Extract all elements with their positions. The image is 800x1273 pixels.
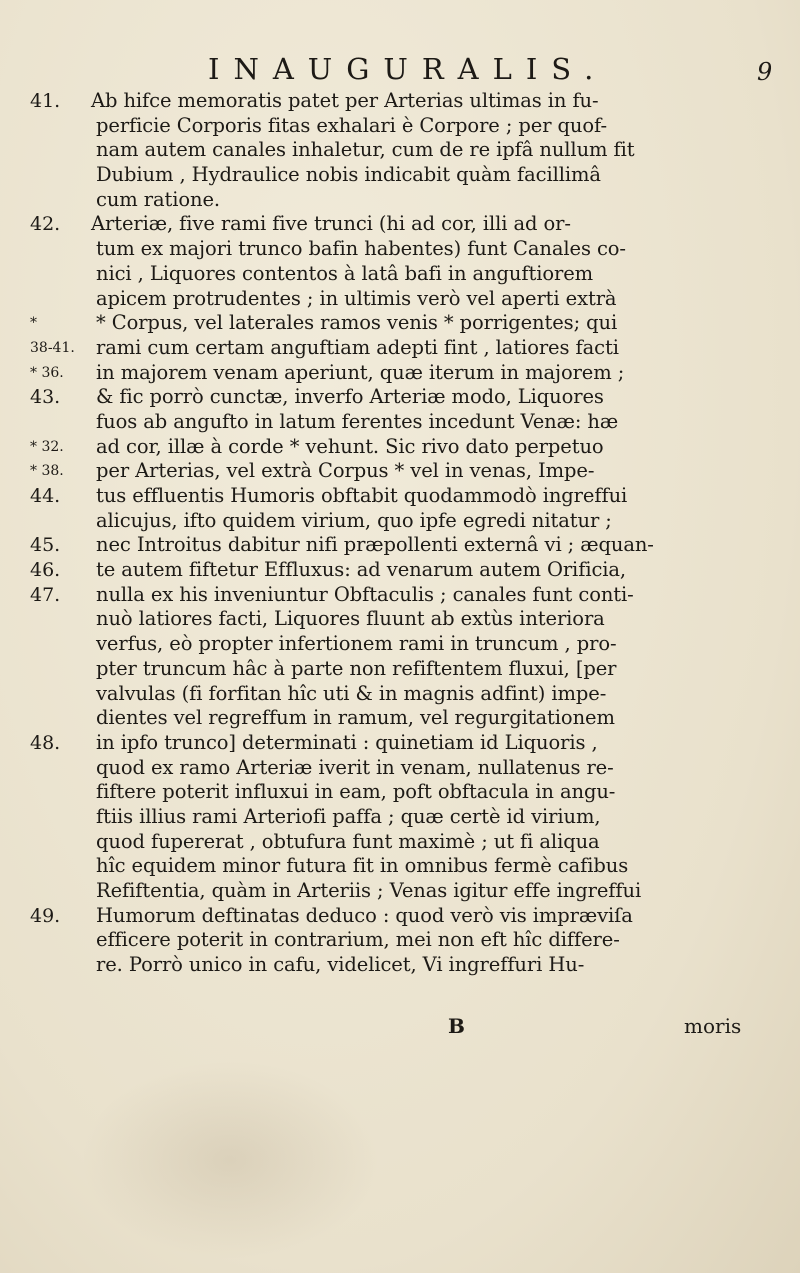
text-line [0,928,800,953]
text-line [0,682,800,707]
margin-note: 43. [30,386,61,409]
margin-note: 49. [30,904,61,927]
line-text: ad cor, illæ à corde * vehunt. Sic rivo dato perpetuo [96,434,604,458]
text-line [0,262,800,287]
text-line [0,287,800,312]
line-text: efficere poterit in contrarium, mei non eft hîc differe- [96,928,620,952]
margin-note: 41. [30,90,61,112]
text-line [0,632,800,657]
running-head: INAUGURALIS. [208,52,608,86]
text-line [0,336,800,361]
margin-note: 46. [30,559,61,582]
line-text: tus effluentis Humoris obftabit quodammodò ingreffui [96,484,628,507]
line-text: Arteriæ, five rami five trunci (hi ad cor, illi ad or- [91,212,571,236]
line-text: fuos ab angufto in latum ferentes incedunt Venæ: hæ [96,409,619,433]
line-text: in ipfo trunco] determinati : quinetiam id Liquoris , [96,730,598,754]
text-line [0,509,800,534]
line-text: valvulas (fi forfitan hîc uti & in magnis adfint) impe- [96,681,607,705]
line-text: hîc equidem minor futura fit in omnibus fermè cafibus [96,854,629,878]
text-line [0,657,800,682]
signature-mark: B [448,1014,465,1038]
margin-note: 48. [30,731,61,754]
line-text: nam autem canales inhaletur, cum de re ipfâ nullum fit [96,138,635,162]
margin-note: * 38. [30,463,64,480]
text-line [0,237,800,262]
line-text: nulla ex his inveniuntur Obftaculis ; canales funt conti- [96,582,634,606]
line-text: Refiftentia, quàm in Arteriis ; Venas igitur effe ingreffui [96,879,642,902]
margin-note: 47. [30,583,61,606]
line-text: Ab hifce memoratis patet per Arterias ultimas in fu- [91,89,599,112]
text-line [0,361,800,386]
margin-note: * 36. [30,364,64,381]
line-text: per Arterias, vel extrà Corpus * vel in venas, Impe- [96,459,595,483]
paper-stain [80,1060,380,1260]
text-line [0,533,800,558]
text-line [0,558,800,583]
text-block [0,89,800,978]
text-line [0,435,800,460]
text-line [0,879,800,904]
line-text: nici , Liquores contentos à latâ bafi in anguftiorem [96,261,594,285]
text-line [0,89,800,114]
line-text: fiftere poterit influxui in eam, poft obftacula in angu- [96,780,616,804]
text-line [0,780,800,805]
line-text: & fic porrò cunctæ, inverfo Arteriæ modo, Liquores [96,385,604,409]
line-text: re. Porrò unico in cafu, videlicet, Vi ingreffuri Hu- [96,953,585,977]
margin-note: 45. [30,534,61,557]
text-line [0,311,800,336]
margin-note: 38-41. [30,339,75,356]
line-text: nuò latiores facti, Liquores fluunt ab extùs interiora [96,607,605,631]
line-text: te autem fiftetur Effluxus: ad venarum autem Orificia, [96,558,627,582]
text-line [0,607,800,632]
text-line [0,138,800,163]
catchword: moris [684,1014,742,1038]
line-text: alicujus, ifto quidem virium, quo ipfe egredi nitatur ; [96,508,612,532]
text-line [0,212,800,237]
line-text: perficie Corporis fitas exhalari è Corpore ; per quof- [96,113,607,137]
margin-note: * 32. [30,438,64,455]
line-text: in majorem venam aperiunt, quæ iterum in majorem ; [96,360,625,384]
text-line [0,188,800,213]
line-text: apicem protrudentes ; in ultimis verò vel aperti extrà [96,286,617,310]
text-line [0,484,800,509]
line-text: Dubium , Hydraulice nobis indicabit quàm facillimâ [96,163,601,187]
text-line [0,583,800,608]
text-line [0,385,800,410]
line-text: nec Introitus dabitur nifi præpollenti externâ vi ; æquan- [96,533,654,557]
text-line [0,854,800,879]
line-text: * Corpus, vel laterales ramos venis * porrigentes; qui [96,311,618,335]
text-line [0,904,800,929]
text-line [0,163,800,188]
text-line [0,114,800,139]
line-text: quod ex ramo Arteriæ iverit in venam, nullatenus re- [96,755,614,779]
line-text: Humorum deftinatas deduco : quod verò vis impræviſa [96,903,633,927]
text-line [0,731,800,756]
line-text: pter truncum hâc à parte non refiftentem fluxui, [per [96,656,617,680]
line-text: rami cum certam anguftiam adepti fint , latiores facti [96,335,619,359]
page-header [0,52,800,92]
margin-note: 44. [30,485,61,507]
line-text: quod fupererat , obtufura funt maximè ; ut fi aliqua [96,829,600,853]
line-text: verfus, eò propter infertionem rami in truncum , pro- [96,632,617,656]
line-text: tum ex majori trunco bafin habentes) funt Canales co- [96,237,626,261]
text-line [0,459,800,484]
line-text: dientes vel regreffum in ramum, vel regurgitationem [96,706,615,730]
text-line [0,756,800,781]
margin-note: 42. [30,213,61,236]
text-line [0,830,800,855]
text-line [0,805,800,830]
text-line [0,953,800,978]
page-number: 9 [757,58,773,86]
text-line [0,410,800,435]
line-text: cum ratione. [96,187,221,211]
margin-note: * [30,315,37,332]
text-line [0,706,800,731]
line-text: ftiis illius rami Arteriofi paffa ; quæ certè id virium, [96,804,601,828]
